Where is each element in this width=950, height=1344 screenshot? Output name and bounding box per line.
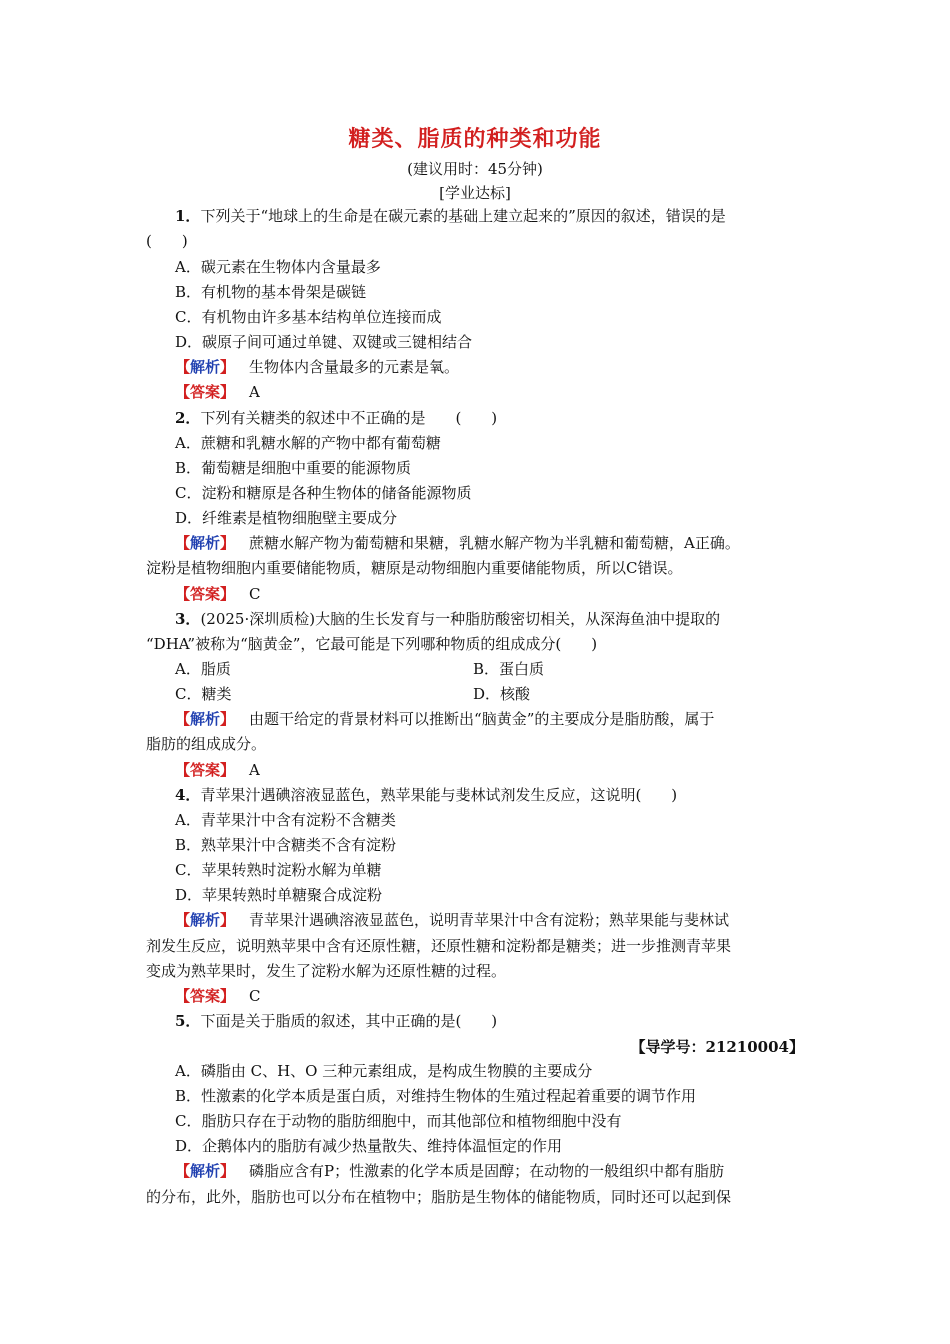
question-text: 青苹果汁遇碘溶液显蓝色，熟苹果能与斐林试剂发生反应，这说明( ) <box>200 786 678 804</box>
analysis-label: 解析 <box>190 911 221 929</box>
option-c: C．淀粉和糖原是各种生物体的储备能源物质 <box>175 484 472 502</box>
section-heading: [学业达标] <box>439 184 511 202</box>
option-c: C．苹果转熟时淀粉水解为单糖 <box>175 861 382 879</box>
question-2-stem <box>175 408 497 428</box>
question-text: 下列有关糖类的叙述中不正确的是 ( ) <box>200 409 498 427</box>
answer-4: 【答案】 C <box>175 987 261 1005</box>
analysis-2-continued: 淀粉是植物细胞内重要储能物质，糖原是动物细胞内重要储能物质，所以C错误。 <box>146 559 683 577</box>
question-3-stem-continued: “DHA”被称为“脑黄金”，它最可能是下列哪种物质的组成成分( ) <box>146 635 598 653</box>
question-1-stem <box>175 206 726 226</box>
answer-value: C <box>249 987 261 1005</box>
option-d: D．苹果转熟时单糖聚合成淀粉 <box>175 886 383 904</box>
option-d: D．核酸 <box>473 685 531 703</box>
option-c: C．脂肪只存在于动物的脂肪细胞中，而其他部位和植物细胞中没有 <box>175 1112 622 1130</box>
answer-value: A <box>249 761 260 779</box>
option-b: B．有机物的基本骨架是碳链 <box>175 283 367 301</box>
option-d: D．纤维素是植物细胞壁主要成分 <box>175 509 398 527</box>
question-number: 1． <box>175 207 201 225</box>
analysis-label: 解析 <box>190 710 221 728</box>
option-b: B．蛋白质 <box>473 660 545 678</box>
analysis-2: 【解析】 蔗糖水解产物为葡萄糖和果糖，乳糖水解产物为半乳糖和葡萄糖，A正确。 <box>175 534 740 552</box>
question-number: 3． <box>175 610 201 628</box>
analysis-label: 解析 <box>190 1162 221 1180</box>
option-a: A．蔗糖和乳糖水解的产物中都有葡萄糖 <box>175 434 441 452</box>
answer-label: 答案 <box>190 383 221 401</box>
answer-label: 答案 <box>190 761 221 779</box>
question-1-bracket: ( ) <box>146 232 188 250</box>
question-text: 下列关于“地球上的生命是在碳元素的基础上建立起来的”原因的叙述，错误的是 <box>200 207 726 225</box>
answer-value: A <box>249 383 260 401</box>
analysis-text: 青苹果汁遇碘溶液显蓝色，说明青苹果汁中含有淀粉；熟苹果能与斐林试 <box>249 911 730 929</box>
option-a: A．青苹果汁中含有淀粉不含糖类 <box>175 811 396 829</box>
option-a: A．磷脂由 C、H、O 三种元素组成，是构成生物膜的主要成分 <box>175 1062 593 1080</box>
analysis-label: 解析 <box>190 534 221 552</box>
answer-1: 【答案】 A <box>175 383 260 401</box>
question-5-stem <box>175 1011 497 1031</box>
question-text: (2025·深圳质检)大脑的生长发育与一种脂肪酸密切相关，从深海鱼油中提取的 <box>200 610 721 628</box>
page-title: 糖类、脂质的种类和功能 <box>348 126 602 152</box>
option-b: B．葡萄糖是细胞中重要的能源物质 <box>175 459 412 477</box>
option-b: B．熟苹果汁中含糖类不含有淀粉 <box>175 836 397 854</box>
option-d: D．碳原子间可通过单键、双键或三键相结合 <box>175 333 473 351</box>
question-3-stem <box>175 609 720 629</box>
analysis-text: 由题干给定的背景材料可以推断出“脑黄金”的主要成分是脂肪酸，属于 <box>249 710 715 728</box>
question-4-stem <box>175 785 677 805</box>
question-number: 5． <box>175 1012 201 1030</box>
analysis-label: 解析 <box>190 358 221 376</box>
analysis-3: 【解析】 由题干给定的背景材料可以推断出“脑黄金”的主要成分是脂肪酸，属于 <box>175 710 715 728</box>
analysis-4: 【解析】 青苹果汁遇碘溶液显蓝色，说明青苹果汁中含有淀粉；熟苹果能与斐林试 <box>175 911 730 929</box>
analysis-5: 【解析】 磷脂应含有P；性激素的化学本质是固醇；在动物的一般组织中都有脂肪 <box>175 1162 725 1180</box>
answer-label: 答案 <box>190 987 221 1005</box>
answer-value: C <box>249 585 261 603</box>
analysis-4-continued: 剂发生反应，说明熟苹果中含有还原性糖，还原性糖和淀粉都是糖类；进一步推测青苹果 <box>146 937 732 955</box>
analysis-text: 蔗糖水解产物为葡萄糖和果糖，乳糖水解产物为半乳糖和葡萄糖，A正确。 <box>249 534 740 552</box>
analysis-4-continued-2: 变成为熟苹果时，发生了淀粉水解为还原性糖的过程。 <box>146 962 507 980</box>
analysis-5-continued: 的分布，此外，脂肪也可以分布在植物中；脂肪是生物体的储能物质，同时还可以起到保 <box>146 1188 732 1206</box>
analysis-text: 生物体内含量最多的元素是氧。 <box>249 358 460 376</box>
analysis-1: 【解析】 生物体内含量最多的元素是氧。 <box>175 358 460 376</box>
option-d: D．企鹅体内的脂肪有减少热量散失、维持体温恒定的作用 <box>175 1137 563 1155</box>
guide-number: 【导学号：21210004】 <box>630 1038 804 1056</box>
option-b: B．性激素的化学本质是蛋白质，对维持生物体的生殖过程起着重要的调节作用 <box>175 1087 697 1105</box>
time-note: (建议用时：45分钟) <box>407 160 543 178</box>
question-text: 下面是关于脂质的叙述，其中正确的是( ) <box>200 1012 498 1030</box>
option-a: A．碳元素在生物体内含量最多 <box>175 258 381 276</box>
option-c: C．有机物由许多基本结构单位连接而成 <box>175 308 442 326</box>
option-c: C．糖类 <box>175 685 232 703</box>
question-number: 2． <box>175 409 201 427</box>
answer-2: 【答案】 C <box>175 585 261 603</box>
option-a: A．脂质 <box>175 660 231 678</box>
analysis-text: 磷脂应含有P；性激素的化学本质是固醇；在动物的一般组织中都有脂肪 <box>249 1162 725 1180</box>
analysis-3-continued: 脂肪的组成成分。 <box>146 735 267 753</box>
answer-3: 【答案】 A <box>175 761 260 779</box>
question-number: 4． <box>175 786 201 804</box>
answer-label: 答案 <box>190 585 221 603</box>
